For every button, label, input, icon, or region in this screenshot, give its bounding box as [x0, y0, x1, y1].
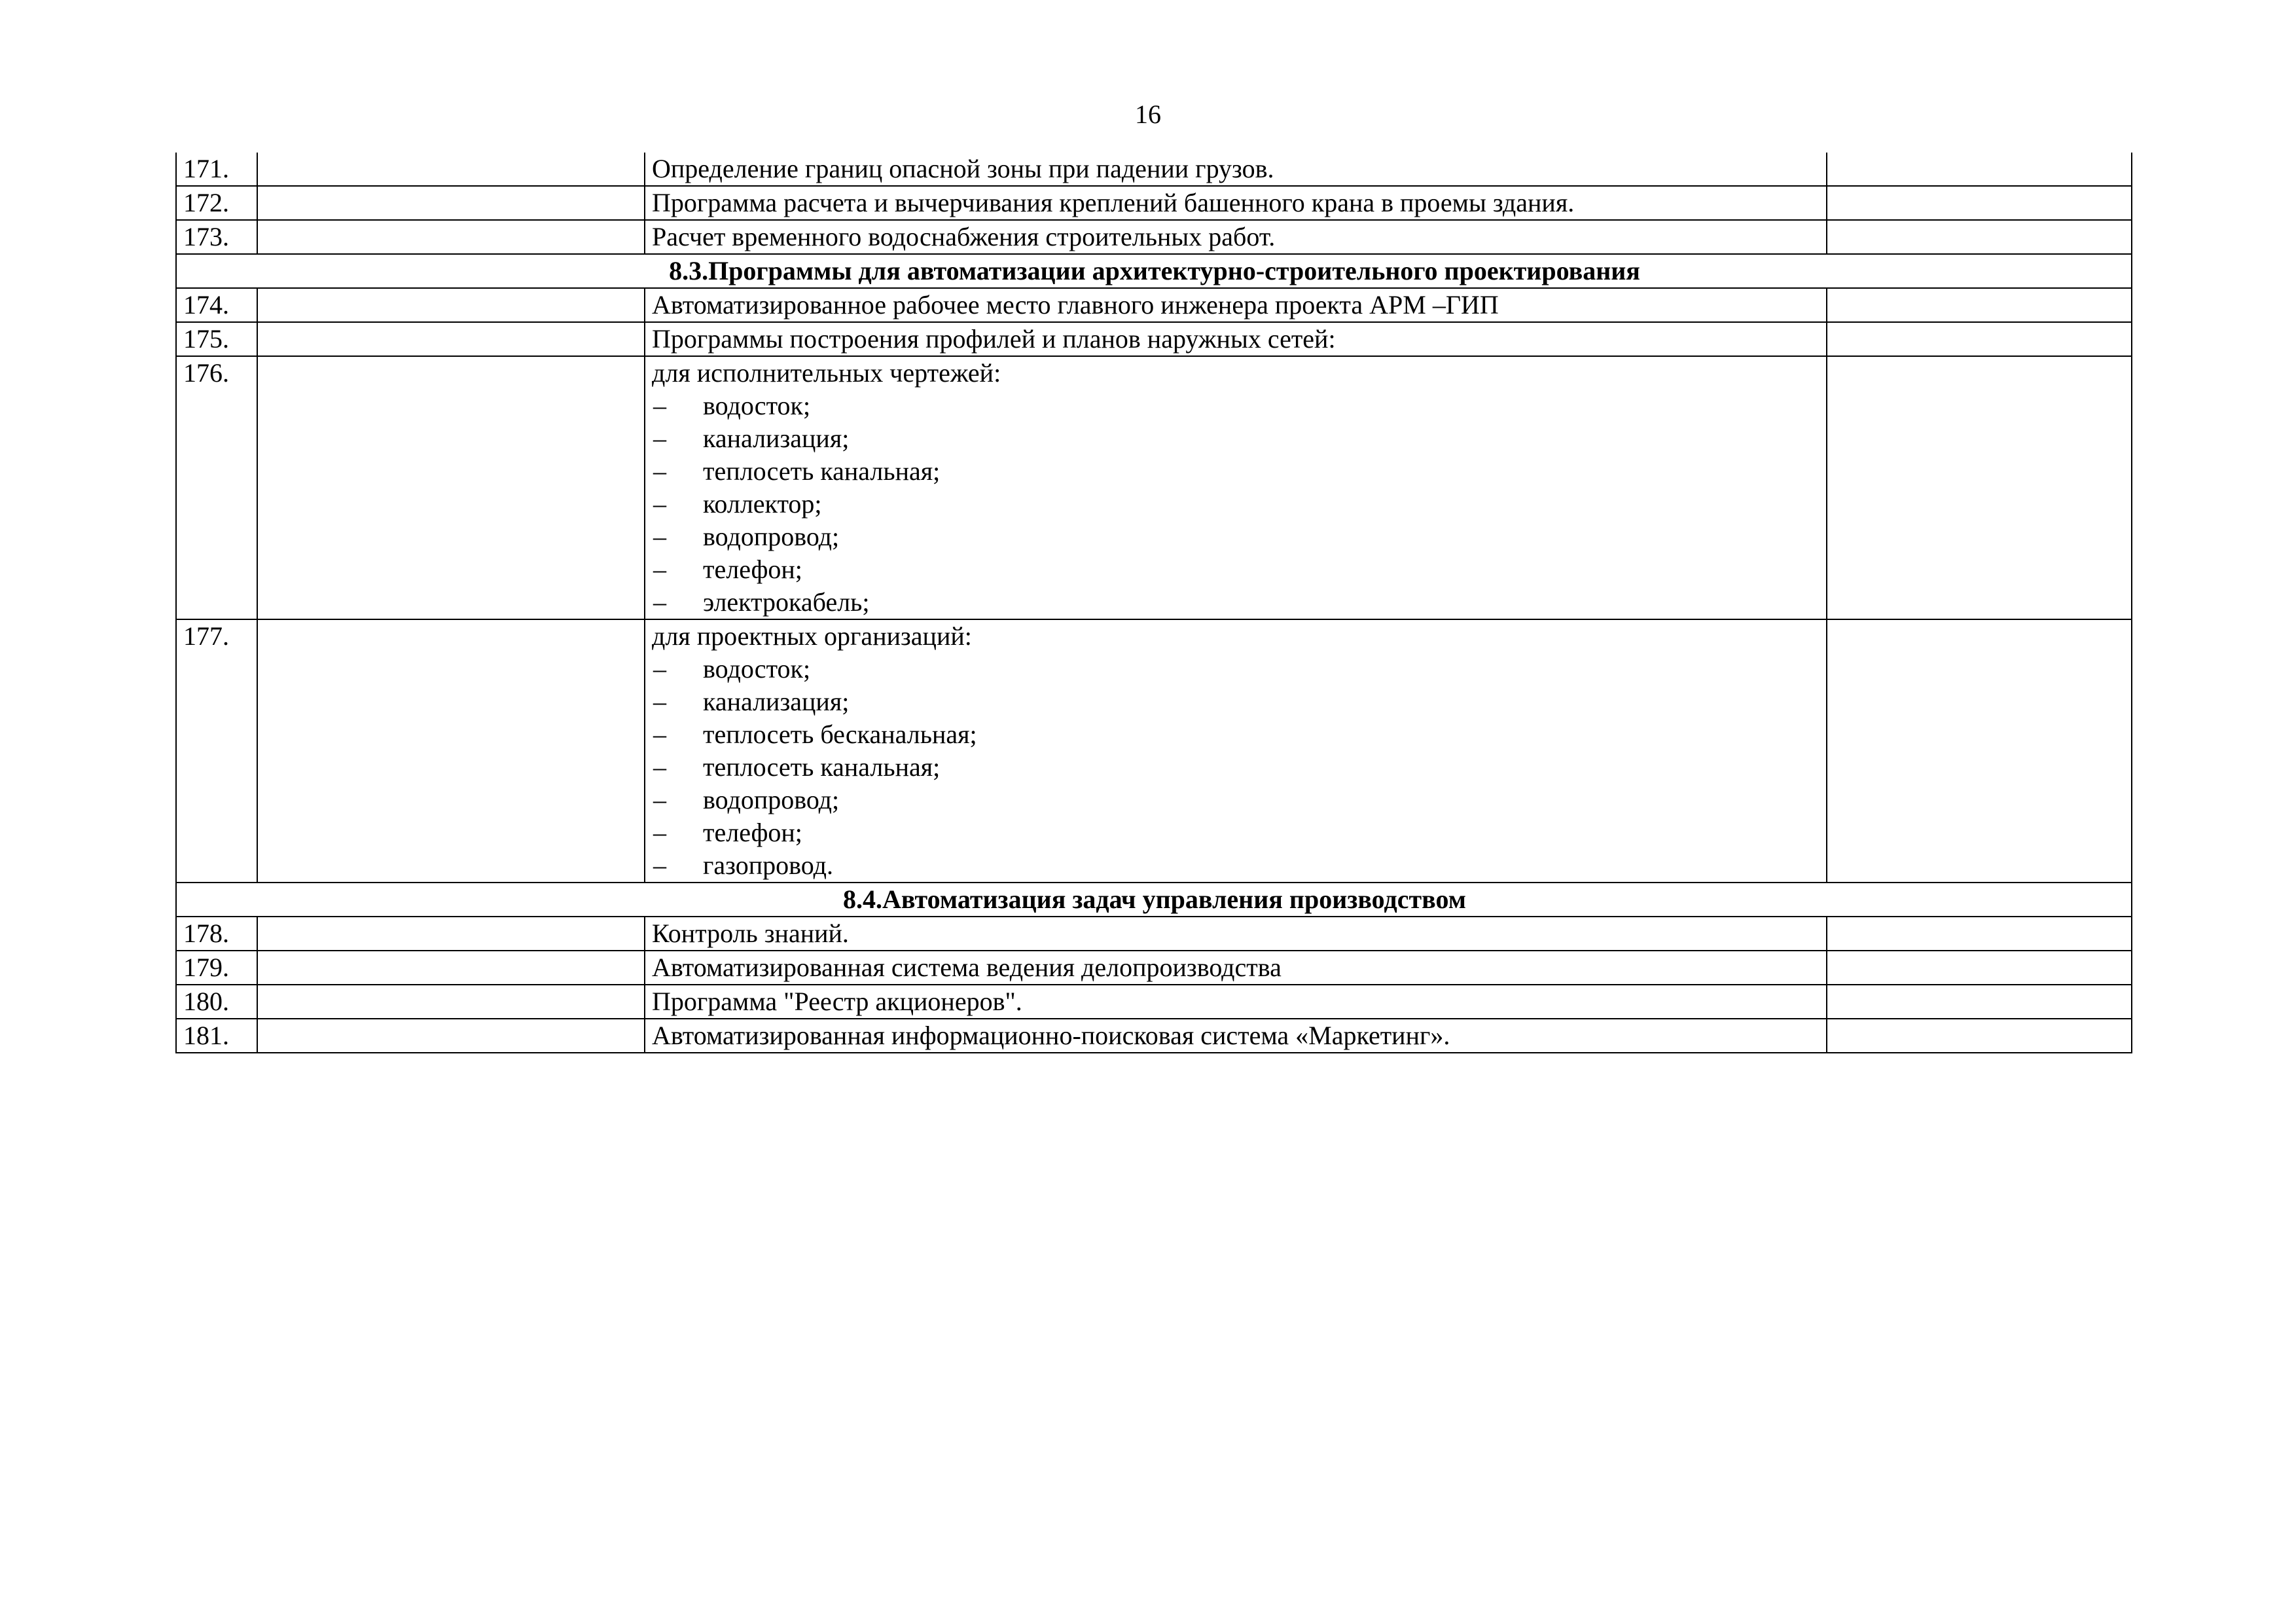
dash-bullet: –: [653, 555, 666, 584]
empty-cell: [257, 1019, 645, 1053]
row-number: 180.: [176, 985, 257, 1019]
table-row: [176, 220, 2132, 254]
table-row: [176, 1019, 2132, 1053]
list-item: – канализация;: [652, 685, 1821, 718]
row-number: 175.: [176, 322, 257, 356]
dash-bullet: –: [653, 687, 666, 716]
list-heading: для исполнительных чертежей:: [652, 358, 1001, 388]
dash-bullet: –: [653, 752, 666, 782]
empty-cell: [257, 220, 645, 254]
empty-cell: [1827, 917, 2132, 951]
dash-bullet: –: [653, 522, 666, 551]
dash-bullet: –: [653, 850, 666, 880]
empty-cell: [257, 619, 645, 883]
list-item: – теплосеть канальная;: [652, 751, 1821, 784]
section-row: [176, 254, 2132, 288]
programs-table: [175, 153, 2132, 1053]
empty-cell: [1827, 951, 2132, 985]
empty-cell: [1827, 619, 2132, 883]
empty-cell: [257, 322, 645, 356]
empty-cell: [257, 288, 645, 322]
empty-cell: [1827, 1019, 2132, 1053]
section-heading: 8.3.Программы для автоматизации архитектурно-строительного проектирования: [176, 254, 2132, 288]
empty-cell: [1827, 985, 2132, 1019]
row-number: 174.: [176, 288, 257, 322]
table-row: [176, 322, 2132, 356]
list-heading: для проектных организаций:: [652, 621, 972, 651]
empty-cell: [1827, 356, 2132, 619]
table-row: [176, 951, 2132, 985]
list-item: – водосток;: [652, 653, 1821, 685]
row-number: 172.: [176, 186, 257, 220]
dash-bullet: –: [653, 456, 666, 486]
table-row: [176, 985, 2132, 1019]
dash-bullet: –: [653, 489, 666, 519]
dash-bullet: –: [653, 785, 666, 814]
row-description: Программы построения профилей и планов наружных сетей:: [645, 322, 1827, 356]
empty-cell: [257, 951, 645, 985]
dash-bullet: –: [653, 654, 666, 684]
dash-bullet: –: [653, 818, 666, 847]
list-item: – водосток;: [652, 390, 1821, 422]
empty-cell: [1827, 220, 2132, 254]
empty-cell: [257, 917, 645, 951]
list-item: – электрокабель;: [652, 586, 1821, 619]
table-row: [176, 619, 2132, 883]
page-number: 16: [1135, 100, 1161, 129]
row-description-list: [645, 619, 1827, 883]
row-description: Автоматизированная система ведения делопроизводства: [645, 951, 1827, 985]
row-description: Автоматизированное рабочее место главного инженера проекта АРМ –ГИП: [645, 288, 1827, 322]
row-description: Контроль знаний.: [645, 917, 1827, 951]
table-row: [176, 153, 2132, 186]
list-item: – телефон;: [652, 553, 1821, 586]
empty-cell: [257, 356, 645, 619]
row-description: Программа "Реестр акционеров".: [645, 985, 1827, 1019]
row-number: 177.: [176, 619, 257, 883]
row-number: 178.: [176, 917, 257, 951]
dash-bullet: –: [653, 720, 666, 749]
table-row: [176, 186, 2132, 220]
list-item: – телефон;: [652, 816, 1821, 849]
row-description-list: [645, 356, 1827, 619]
list-item: – газопровод.: [652, 849, 1821, 882]
empty-cell: [257, 985, 645, 1019]
row-number: 173.: [176, 220, 257, 254]
dash-bullet: –: [653, 424, 666, 453]
row-description: Автоматизированная информационно-поисковая система «Маркетинг».: [645, 1019, 1827, 1053]
row-number: 171.: [176, 153, 257, 186]
row-number: 181.: [176, 1019, 257, 1053]
table-row: [176, 356, 2132, 619]
empty-cell: [1827, 322, 2132, 356]
row-description: Программа расчета и вычерчивания креплений башенного крана в проемы здания.: [645, 186, 1827, 220]
section-heading: 8.4.Автоматизация задач управления производством: [176, 883, 2132, 917]
section-row: [176, 883, 2132, 917]
row-number: 179.: [176, 951, 257, 985]
table-row: [176, 288, 2132, 322]
empty-cell: [1827, 153, 2132, 186]
empty-cell: [257, 153, 645, 186]
list-item: – водопровод;: [652, 784, 1821, 816]
list-item: – водопровод;: [652, 520, 1821, 553]
row-number: 176.: [176, 356, 257, 619]
dash-bullet: –: [653, 587, 666, 617]
row-description: Расчет временного водоснабжения строительных работ.: [645, 220, 1827, 254]
list-item: – коллектор;: [652, 488, 1821, 520]
table-row: [176, 917, 2132, 951]
empty-cell: [1827, 186, 2132, 220]
row-description: Определение границ опасной зоны при падении грузов.: [645, 153, 1827, 186]
list-item: – теплосеть бесканальная;: [652, 718, 1821, 751]
dash-bullet: –: [653, 391, 666, 420]
list-item: – теплосеть канальная;: [652, 455, 1821, 488]
list-item: – канализация;: [652, 422, 1821, 455]
empty-cell: [257, 186, 645, 220]
empty-cell: [1827, 288, 2132, 322]
